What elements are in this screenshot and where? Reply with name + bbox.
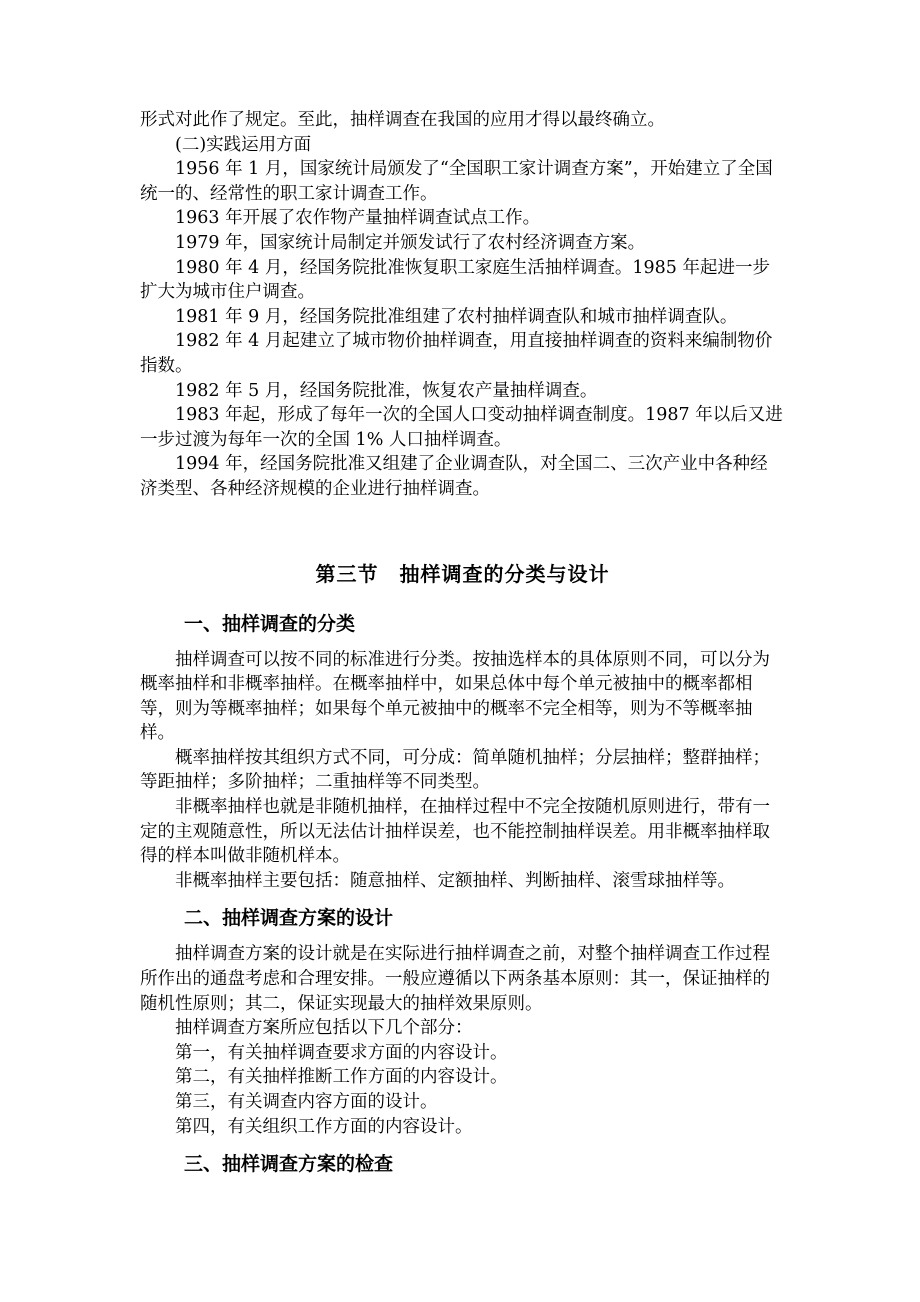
document-body — [140, 108, 785, 1188]
list-item: 第四，有关组织工作方面的内容设计。 — [175, 1116, 473, 1137]
section-spacer — [140, 502, 785, 558]
heading-inspection: 三、抽样调查方案的检查 — [184, 1153, 394, 1176]
list-item: 第二，有关抽样推断工作方面的内容设计。 — [175, 1067, 508, 1088]
paragraph: 1979 年，国家统计局制定并颁发试行了农村经济调查方案。 — [175, 232, 646, 253]
paragraph: 1956 年 1 月，国家统计局颁发了“全国职工家计调查方案”，开始建立了全国统一的、经常性的职工家计调查工作。 — [140, 159, 773, 204]
paragraph: 抽样调查方案所应包括以下几个部分： — [175, 1018, 473, 1039]
heading-design: 二、抽样调查方案的设计 — [184, 907, 394, 930]
paragraph: 非概率抽样主要包括：随意抽样、定额抽样、判断抽样、滚雪球抽样等。 — [175, 870, 735, 891]
paragraph: 1963 年开展了农作物产量抽样调查试点工作。 — [175, 208, 541, 229]
section-title: 第三节 抽样调查的分类与设计 — [315, 561, 610, 586]
paragraph: 形式对此作了规定。至此，抽样调查在我国的应用才得以最终确立。 — [140, 110, 665, 130]
paragraph: 1981 年 9 月，经国务院批准组建了农村抽样调查队和城市抽样调查队。 — [175, 306, 738, 327]
paragraph: 1982 年 5 月，经国务院批准，恢复农产量抽样调查。 — [175, 380, 598, 401]
paragraph: 非概率抽样也就是非随机抽样，在抽样过程中不完全按随机原则进行，带有一定的主观随意性，所以无法估计抽样误差，也不能控制抽样误差。用非概率抽样取得的样本叫做非随机样本。 — [140, 797, 770, 867]
paragraph: 概率抽样按其组织方式不同，可分成：简单随机抽样；分层抽样；整群抽样；等距抽样；多阶抽样；二重抽样等不同类型。 — [140, 747, 770, 793]
list-item: 第三，有关调查内容方面的设计。 — [175, 1092, 438, 1112]
paragraph: 1982 年 4 月起建立了城市物价抽样调查，用直接抽样调查的资料来编制物价指数。 — [140, 331, 773, 376]
heading-classification: 一、抽样调查的分类 — [184, 612, 356, 635]
paragraph: 1983 年起，形成了每年一次的全国人口变动抽样调查制度。1987 年以后又进一步过渡为每年一次的全国 1% 人口抽样调查。 — [140, 405, 783, 450]
list-item: 第一，有关抽样调查要求方面的内容设计。 — [175, 1042, 508, 1063]
paragraph: 抽样调查可以按不同的标准进行分类。按抽选样本的具体原则不同，可以分为概率抽样和非概率抽样。在概率抽样中，如果总体中每个单元被抽中的概率都相等，则为等概率抽样；如果每个单元被抽中的概率不完全相等，则为不等概率抽样。 — [140, 649, 770, 744]
subheading: (二)实践运用方面 — [175, 134, 312, 155]
paragraph: 抽样调查方案的设计就是在实际进行抽样调查之前，对整个抽样调查工作过程所作出的通盘考虑和合理安排。一般应遵循以下两条基本原则：其一，保证抽样的随机性原则；其二，保证实现最大的抽样效果原则。 — [140, 944, 770, 1014]
paragraph: 1994 年，经国务院批准又组建了企业调查队，对全国二、三次产业中各种经济类型、各种经济规模的企业进行抽样调查。 — [140, 454, 768, 499]
paragraph: 1980 年 4 月，经国务院批准恢复职工家庭生活抽样调查。1985 年起进一步扩大为城市住户调查。 — [140, 257, 770, 303]
